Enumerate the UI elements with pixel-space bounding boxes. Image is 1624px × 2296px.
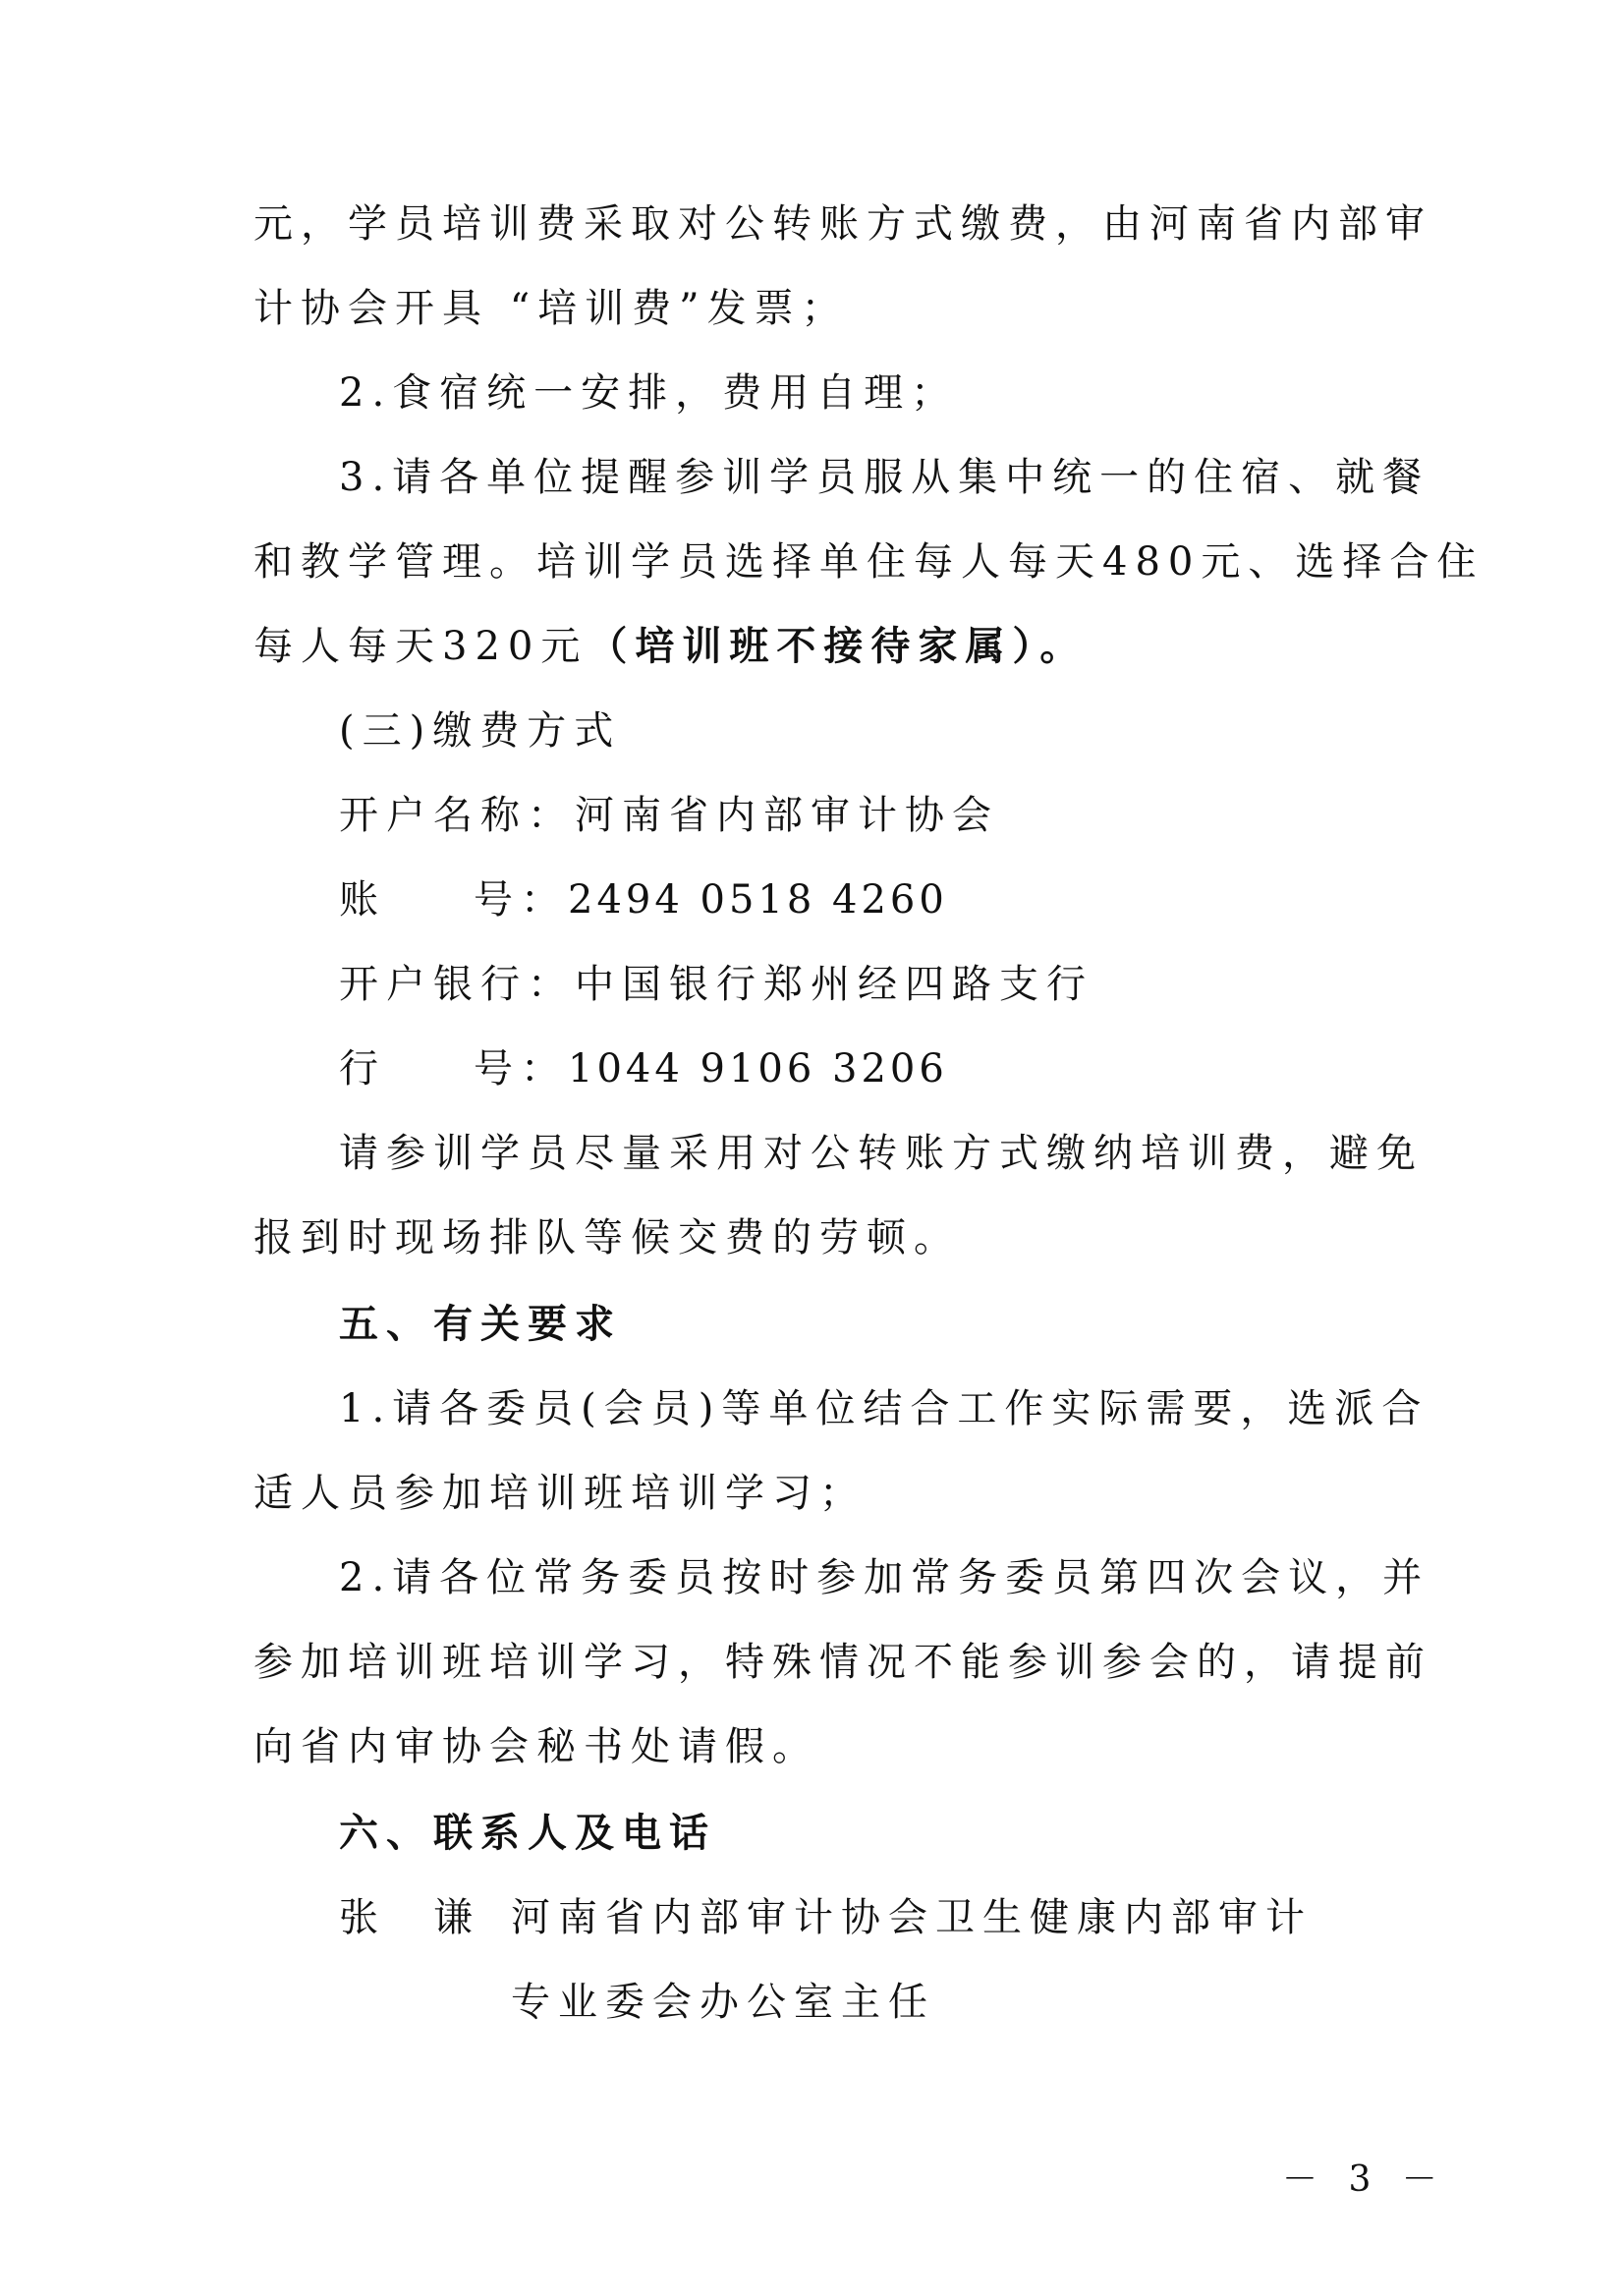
account-number-label-a: 账: [339, 877, 386, 923]
account-name-label: 开户名称：: [339, 793, 575, 838]
contact-title-line-1: 河南省内部审计协会卫生健康内部审计: [511, 1895, 1313, 1940]
bank-value: 中国银行郑州经四路支行: [575, 962, 1093, 1007]
fee-item-2: 2.食宿统一安排，费用自理；: [339, 370, 959, 416]
no-family-note: （培训班不接待家属）。: [588, 624, 1088, 669]
bank-row: [339, 955, 1093, 1014]
bank-number-row: [339, 1039, 948, 1098]
payment-note-line-1: 请参训学员尽量采用对公转账方式缴纳培训费，避免: [339, 1131, 1424, 1176]
requirement-1-line-2: 适人员参加培训班培训学习；: [253, 1471, 867, 1516]
payment-heading: (三)缴费方式: [339, 708, 622, 754]
bank-number-label-b: 号：: [474, 1046, 568, 1092]
account-number-label-b: 号：: [474, 877, 568, 923]
requirement-2-line-3: 向省内审协会秘书处请假。: [253, 1724, 819, 1769]
shared-room-price: 每人每天320元: [253, 624, 588, 669]
contact-row: [339, 1888, 1313, 1947]
page-number: － 3 －: [1282, 2159, 1447, 2200]
section-5-heading: 五、有关要求: [339, 1302, 622, 1347]
requirement-1-line-1: 1.请各委员(会员)等单位结合工作实际需要，选派合: [339, 1386, 1429, 1431]
fee-item-3-line-2: 和教学管理。培训学员选择单住每人每天480元、选择合住: [253, 539, 1484, 585]
fee-item-3-line-3: [253, 617, 1087, 676]
contact-name: 张 谦: [339, 1895, 480, 1940]
bank-number-value: 1044 9106 3206: [568, 1046, 948, 1092]
payment-note-line-2: 报到时现场排队等候交费的劳顿。: [253, 1215, 961, 1260]
account-number-row: [339, 870, 948, 929]
fee-paragraph-line-1: 元，学员培训费采取对公转账方式缴费，由河南省内部审: [253, 201, 1432, 247]
section-6-heading: 六、联系人及电话: [339, 1811, 716, 1856]
contact-title-line-2: 专业委会办公室主任: [511, 1980, 935, 2025]
account-name-row: [339, 786, 999, 845]
requirement-2-line-1: 2.请各位常务委员按时参加常务委员第四次会议，并: [339, 1555, 1430, 1600]
requirement-2-line-2: 参加培训班培训学习，特殊情况不能参训参会的，请提前: [253, 1640, 1432, 1685]
account-number-value: 2494 0518 4260: [568, 877, 948, 923]
account-name-value: 河南省内部审计协会: [575, 793, 999, 838]
fee-item-3-line-1: 3.请各单位提醒参训学员服从集中统一的住宿、就餐: [339, 455, 1430, 500]
fee-paragraph-line-2: 计协会开具 “培训费”发票；: [253, 286, 849, 331]
bank-label: 开户银行：: [339, 962, 575, 1007]
bank-number-label-a: 行: [339, 1046, 386, 1092]
